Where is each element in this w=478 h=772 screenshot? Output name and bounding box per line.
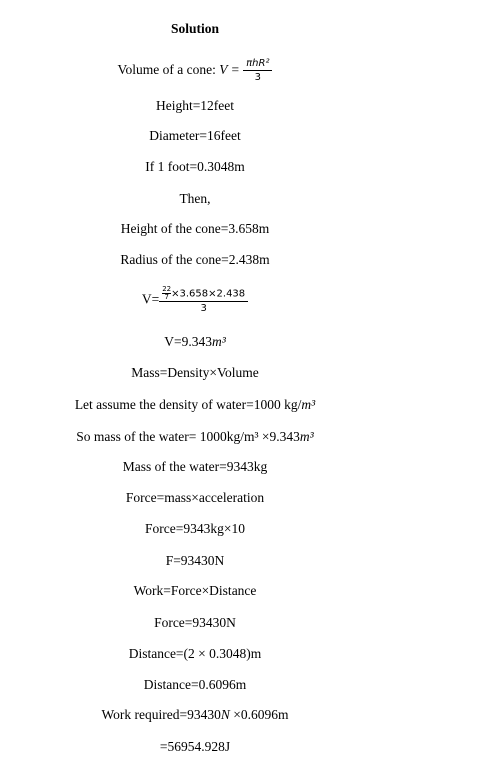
volume-calc-prefix: V= <box>141 291 160 307</box>
cone-height-line: Height of the cone=3.658m <box>120 221 270 236</box>
density-line: Let assume the density of water=1000 kg/m³ <box>74 397 316 412</box>
height-line: Height=12feet <box>155 98 235 113</box>
distance-calc-line: Distance=(2 × 0.3048)m <box>128 646 262 661</box>
force-value-line: Force=93430N <box>154 615 236 630</box>
cone-volume-label: Volume of a cone: <box>117 62 220 78</box>
cone-radius-line: Radius of the cone=2.438m <box>120 252 270 267</box>
twenty-two-sevenths: $\frac{22}{7}$ <box>162 285 172 301</box>
mass-water-calc-line: So mass of the water= 1000kg/m³ ×9.343m³ <box>76 429 314 444</box>
solution-title: Solution <box>170 21 220 36</box>
cone-volume-formula <box>0 58 390 84</box>
volume-calc-numerator: $\frac{22}{7}$ ×3.658×2.438 <box>159 286 248 302</box>
cone-volume-numerator: πhR² <box>243 58 272 71</box>
cone-volume-denominator: 3 <box>254 72 261 83</box>
mass-result-line: Mass of the water=9343kg <box>122 459 268 474</box>
volume-calculation <box>0 286 390 315</box>
volume-result-line: V=9.343m³ <box>164 334 226 349</box>
mass-formula-line: Mass=Density×Volume <box>131 365 259 380</box>
diameter-line: Diameter=16feet <box>149 128 241 143</box>
volume-calc-fraction <box>159 286 248 315</box>
work-calc-line: Work required=93430N ×0.6096m <box>101 707 289 722</box>
volume-calc-denominator: 3 <box>200 303 207 314</box>
force-result-line: F=93430N <box>165 553 225 568</box>
foot-conversion-line: If 1 foot=0.3048m <box>145 159 245 174</box>
work-formula-line: Work=Force×Distance <box>133 583 257 598</box>
cone-volume-var: V = <box>219 62 244 78</box>
force-calc-line: Force=9343kg×10 <box>145 521 245 536</box>
final-answer-line: =56954.928J <box>159 739 231 754</box>
force-formula-line: Force=mass×acceleration <box>125 490 265 505</box>
cone-volume-fraction <box>243 58 272 84</box>
then-line: Then, <box>179 191 211 206</box>
distance-result-line: Distance=0.6096m <box>143 677 247 692</box>
